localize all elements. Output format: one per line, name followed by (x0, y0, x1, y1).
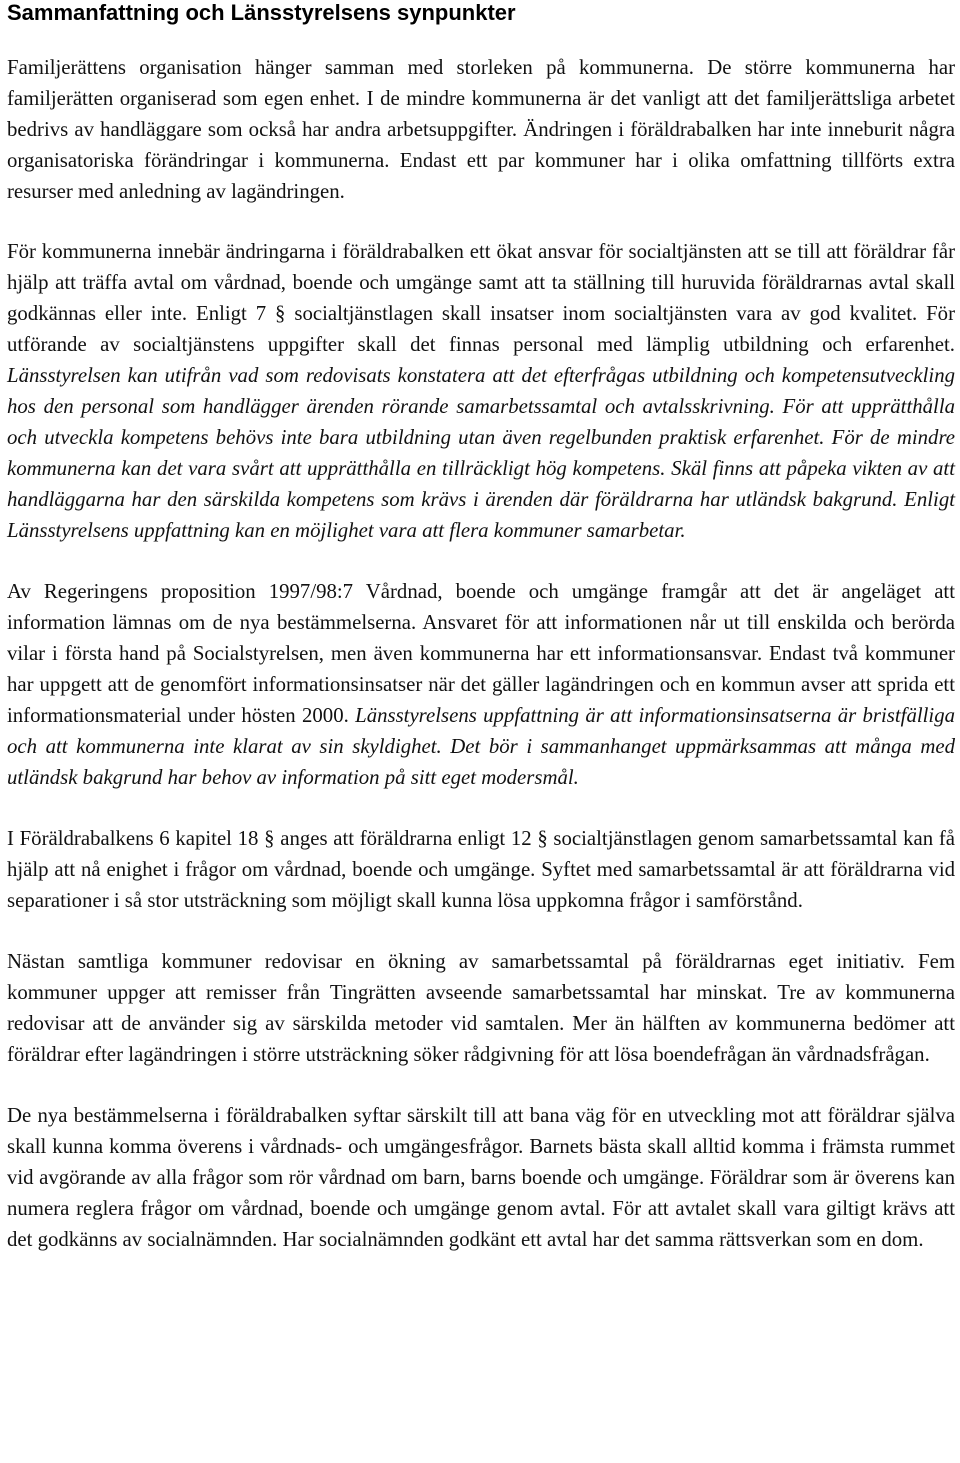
paragraph-2-text: För kommunerna innebär ändringarna i föräldrabalken ett ökat ansvar för socialtjänsten att se till att föräldrar får hjälp att träffa avtal om vårdnad, boende och umgänge samt att ta ställning till huruvida föräldrarnas avtal skall godkännas eller inte. Enligt 7 § socialtjänstlagen skall insatser inom socialtjänsten vara av god kvalitet. För utförande av socialtjänstens uppgifter skall det finnas personal med lämplig utbildning och erfarenhet. (7, 240, 955, 356)
document-page (7, 0, 955, 1255)
paragraph-6-text: De nya bestämmelserna i föräldrabalken syftar särskilt till att bana väg för en utveckling mot att föräldrar själva skall kunna komma överens i vårdnads- och umgängesfrågor. Barnets bästa skall alltid komma i främsta rummet vid avgörande av alla frågor som rör vårdnad om barn, barns boende och umgänge. Föräldrar som är överens kan numera reglera frågor om vårdnad, boende och umgänge genom avtal. För att avtalet skall vara giltigt krävs att det godkänns av socialnämnden. Har socialnämnden godkänt ett avtal har det samma rättsverkan som en dom. (7, 1104, 955, 1251)
page-title: Sammanfattning och Länsstyrelsens synpunkter (7, 0, 516, 25)
paragraph-3 (7, 576, 955, 793)
paragraph-5 (7, 946, 955, 1070)
paragraph-1-text: Familjerättens organisation hänger samman med storleken på kommunerna. De större kommunerna har familjerätten organiserad som egen enhet. I de mindre kommunerna är det vanligt att det familjerättsliga arbetet bedrivs av handläggare som också har andra arbetsuppgifter. Ändringen i föräldrabalken har inte inneburit några organisatoriska förändringar i kommunerna. Endast ett par kommuner har i olika omfattning tillförts extra resurser med anledning av lagändringen. (7, 56, 955, 203)
paragraph-4 (7, 823, 955, 916)
paragraph-2 (7, 236, 955, 546)
paragraph-4-text: I Föräldrabalkens 6 kapitel 18 § anges att föräldrarna enligt 12 § socialtjänstlagen genom samarbetssamtal kan få hjälp att nå enighet i frågor om vårdnad, boende och umgänge. Syftet med samarbetssamtal är att föräldrarna vid separationer i så stor utsträckning som möjligt skall kunna lösa uppkomna frågor i samförstånd. (7, 827, 955, 912)
paragraph-3-text: Av Regeringens proposition 1997/98:7 Vårdnad, boende och umgänge framgår att det är angeläget att information lämnas om de nya bestämmelserna. Ansvaret för att informationen når ut till enskilda och berörda vilar i första hand på Socialstyrelsen, men även kommunerna har ett informationsansvar. Endast två kommuner har uppgett att de genomfört informationsinsatser när det gäller lagändringen och en kommun avser att sprida ett informationsmaterial under hösten 2000. (7, 580, 955, 727)
paragraph-2-italic-text: Länsstyrelsen kan utifrån vad som redovisats konstatera att det efterfrågas utbildning och kompetensutveckling hos den personal som handlägger ärenden rörande samarbetssamtal och avtalsskrivning. För att upprätthålla och utveckla kompetens behövs inte bara utbildning utan även regelbunden praktisk erfarenhet. För de mindre kommunerna kan det vara svårt att upprätthålla en tillräckligt hög kompetens. Skäl finns att påpeka vikten av att handläggarna har den särskilda kompetens som krävs i ärenden där föräldrarna har utländsk bakgrund. Enligt Länsstyrelsens uppfattning kan en möjlighet vara att flera kommuner samarbetar. (7, 364, 955, 542)
paragraph-6 (7, 1100, 955, 1255)
paragraph-5-text: Nästan samtliga kommuner redovisar en ökning av samarbetssamtal på föräldrarnas eget initiativ. Fem kommuner uppger att remisser från Tingrätten avseende samarbetssamtal har minskat. Tre av kommunerna redovisar att de använder sig av särskilda metoder vid samtalen. Mer än hälften av kommunerna bedömer att föräldrar efter lagändringen i större utsträckning söker rådgivning för att lösa boendefrågan än vårdnadsfrågan. (7, 950, 955, 1066)
paragraph-1 (7, 52, 955, 207)
paragraph-3-italic-text: Länsstyrelsens uppfattning är att informationsinsatserna är bristfälliga och att kommunerna inte klarat av sin skyldighet. Det bör i sammanhanget uppmärksammas att många med utländsk bakgrund har behov av information på sitt eget modersmål. (7, 704, 955, 789)
